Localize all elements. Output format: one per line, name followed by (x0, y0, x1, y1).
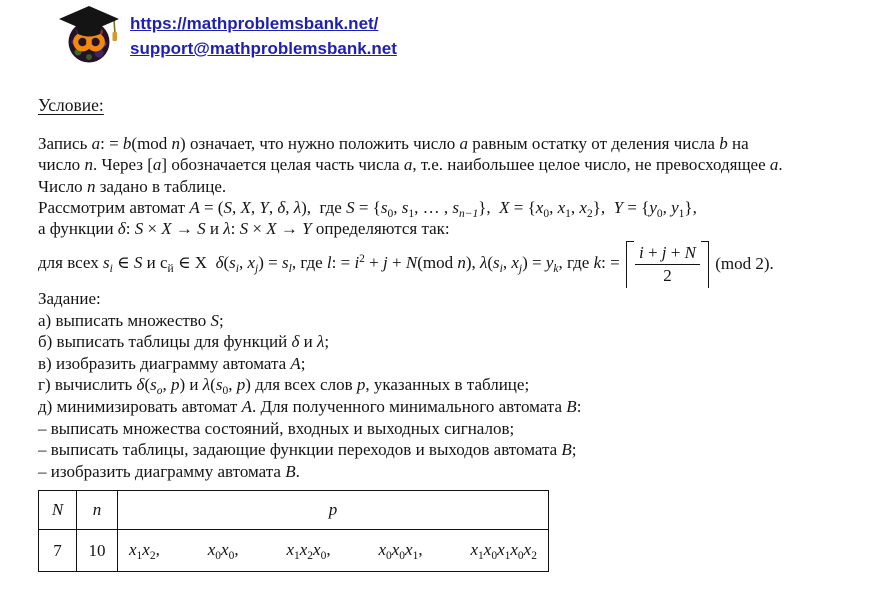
header-links (130, 11, 397, 61)
site-url-link[interactable]: https://mathproblemsbank.net/ (130, 14, 379, 33)
formula-pre: для всех $s_i$ ∈ S и $с_й$ ∈ Х $\delta(s_i$, $x_j) = s_l$, где l: = $i^2 + j + N(mod$ n), $\lambda(s_i$, $x_j) = y_k$, где k: = (38, 253, 624, 275)
cell-N-value: 7 (39, 530, 77, 572)
text-line: д) минимизировать автомат A. Для полученного минимального автомата B: (38, 396, 582, 416)
text-line: б) выписать таблицы для функций δ и λ; (38, 332, 330, 352)
problem-statement (38, 133, 783, 239)
text-line: $x_1x_2$, (129, 539, 160, 562)
fraction-numerator: i + j + N (635, 243, 700, 265)
col-header-n: n (77, 491, 118, 530)
tasks-list (38, 288, 581, 482)
cell-p-values (118, 530, 549, 572)
text-line: $x_0x_0$, (207, 539, 239, 562)
text-line: – выписать множества состояний, входных и выходных сигналов; (38, 418, 515, 438)
col-header-p: p (118, 491, 549, 530)
formula-post: (mod 2). (710, 254, 774, 273)
condition-heading: Условие: (38, 95, 104, 115)
text-line: Запись a: = b(mod n) означает, что нужно положить число a равным остатку от деления числа b на (38, 134, 749, 153)
cell-n-value: 10 (77, 530, 118, 572)
text-line: $x_1x_2x_0$, (286, 539, 331, 562)
support-email-link[interactable]: support@mathproblemsbank.net (130, 39, 397, 58)
text-line: а) выписать множество S; (38, 310, 224, 330)
text-line: число n. Через [a] обозначается целая часть числа a, т.е. наибольшее целое число, не превосходящее a. (38, 155, 783, 175)
parameters-table (38, 490, 549, 572)
tassel-icon (113, 32, 118, 41)
fraction (635, 243, 700, 285)
text-line: – выписать таблицы, задающие функции переходов и выходов автомата B; (38, 440, 577, 460)
text-line: г) вычислить $\delta(s_o$, p) и $\lambda(s_0$, p) для всех слов p, указанных в таблице; (38, 375, 530, 398)
table-header-row (39, 491, 549, 530)
right-ceiling-bracket (701, 241, 709, 288)
text-line: Число n задано в таблице. (38, 176, 227, 196)
fraction-denominator: 2 (663, 265, 672, 285)
table-row (39, 530, 549, 572)
left-ceiling-bracket (626, 241, 634, 288)
p-words (118, 540, 548, 562)
site-logo-icon (55, 4, 125, 64)
text-line: – изобразить диаграмму автомата B. (38, 461, 300, 481)
col-header-N: N (39, 491, 77, 530)
text-line: Рассмотрим автомат A = (S, X, Y, δ, λ), где $S = \{s_0$, $s_1$, … , $s_{n-1}$}, $X = \{x_0$, $x_1$, $x_2$}, $Y = \{y_0$, $y_1$}, (38, 197, 697, 220)
text-line: $x_1x_0x_1x_0x_2$ (470, 539, 537, 562)
text-line: Задание: (38, 289, 101, 308)
definition-formula (38, 238, 774, 290)
tassel-cord (114, 20, 115, 34)
text-line: в) изобразить диаграмму автомата A; (38, 353, 306, 373)
text-line: а функции δ: S × X → S и λ: S × X → Y определяются так: (38, 219, 450, 239)
text-line: $x_0x_0x_1$, (378, 539, 423, 562)
